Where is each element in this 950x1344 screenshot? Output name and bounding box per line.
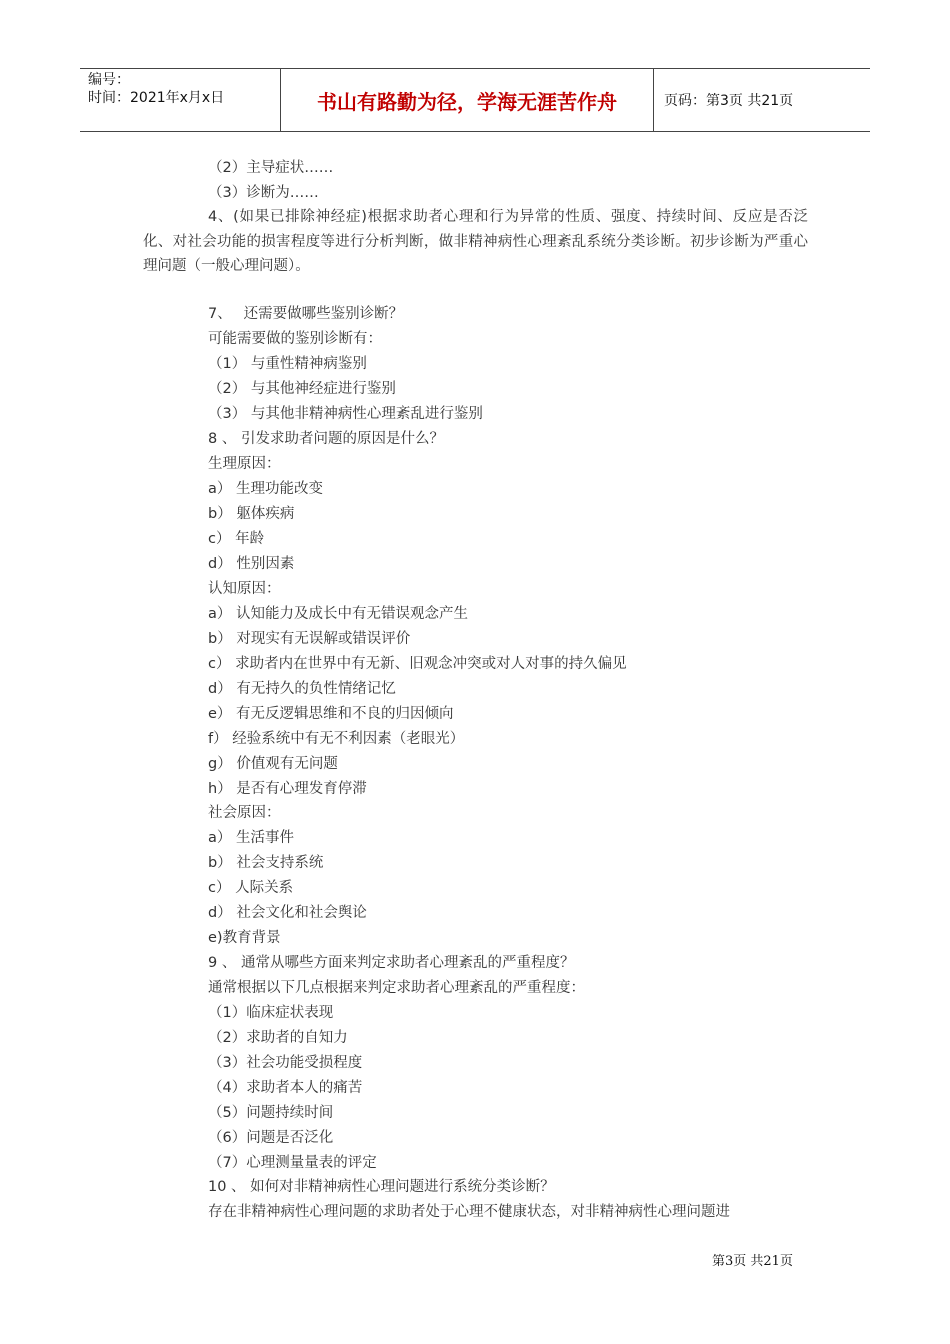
list-item: （5）问题持续时间 [208,1105,334,1121]
text-line: 可能需要做的鉴别诊断有： [208,331,382,347]
list-item: b） 对现实有无误解或错误评价 [208,631,411,647]
page-header [80,68,870,132]
list-item: c） 人际关系 [208,880,294,896]
list-item: （6）问题是否泛化 [208,1130,334,1146]
list-item: g） 价值观有无问题 [208,756,338,772]
list-item: c） 求助者内在世界中有无新、旧观念冲突或对人对事的持久偏见 [208,656,627,672]
list-item: （7）心理测量量表的评定 [208,1155,377,1171]
header-page-cell [654,69,870,131]
date-label: 时间：2021年x月x日 [88,90,225,106]
paragraph-4: 4、(如果已排除神经症)根据求助者心理和行为异常的性质、强度、持续时间、反应是否泛化、对社会功能的损害程度等进行分析判断，做非精神病性心理紊乱系统分类诊断。初步诊断为严重心理问题（一般心理问题）。 [143,209,808,274]
text-line: （2）主导症状…… [208,160,334,176]
list-item: h） 是否有心理发育停滞 [208,781,367,797]
list-item: e)教育背景 [208,930,281,946]
list-item: （3） 与其他非精神病性心理紊乱进行鉴别 [208,406,483,422]
question-7: 7、 还需要做哪些鉴别诊断？ [208,306,404,322]
question-9: 9 、 通常从哪些方面来判定求助者心理紊乱的严重程度？ [208,955,575,971]
list-item: d） 社会文化和社会舆论 [208,905,367,921]
list-item: （2） 与其他神经症进行鉴别 [208,381,396,397]
section-title: 社会原因： [208,805,281,821]
question-8: 8 、 引发求助者问题的原因是什么？ [208,431,444,447]
list-item: f） 经验系统中有无不利因素（老眼光） [208,731,465,747]
list-item: （1）临床症状表现 [208,1005,334,1021]
list-item: c） 年龄 [208,531,265,547]
header-page-label: 页码：第3页 共21页 [664,93,794,109]
list-item: d） 有无持久的负性情绪记忆 [208,681,396,697]
serial-label: 编号： [88,72,130,88]
question-10: 10 、 如何对非精神病性心理问题进行系统分类诊断？ [208,1179,555,1195]
list-item: a） 认知能力及成长中有无错误观念产生 [208,606,468,622]
header-motto [281,69,654,131]
list-item: d） 性别因素 [208,556,295,572]
list-item: a） 生活事件 [208,830,294,846]
list-item: （3）社会功能受损程度 [208,1055,363,1071]
motto-text: 书山有路勤为径，学海无涯苦作舟 [317,89,617,114]
text-line: （3）诊断为…… [208,185,319,201]
section-title: 生理原因： [208,456,281,472]
header-left-cell [80,69,281,131]
section-title: 认知原因： [208,581,281,597]
list-item: b） 躯体疾病 [208,506,295,522]
list-item: a） 生理功能改变 [208,481,323,497]
list-item: （4）求助者本人的痛苦 [208,1080,363,1096]
list-item: （1） 与重性精神病鉴别 [208,356,367,372]
list-item: b） 社会支持系统 [208,855,324,871]
list-item: （2）求助者的自知力 [208,1030,348,1046]
text-line: 通常根据以下几点根据来判定求助者心理紊乱的严重程度： [208,980,585,996]
list-item: e） 有无反逻辑思维和不良的归因倾向 [208,706,454,722]
page-footer: 第3页 共21页 [712,1254,793,1269]
text-line: 存在非精神病性心理问题的求助者处于心理不健康状态，对非精神病性心理问题进 [208,1204,730,1220]
